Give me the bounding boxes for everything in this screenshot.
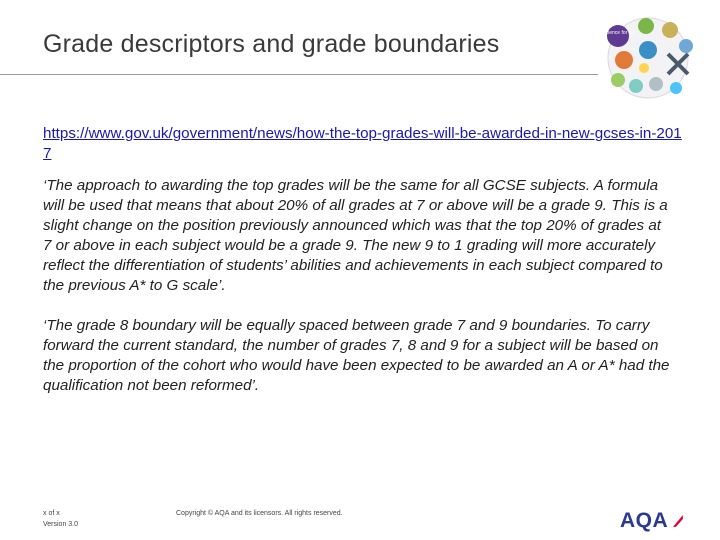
version-label: Version 3.0 — [43, 521, 79, 528]
science-collage-badge-icon — [596, 14, 700, 102]
badge-label: Science for all — [602, 30, 634, 36]
quote-paragraph-1: ‘The approach to awarding the top grades will be the same for all GCSE subjects. A formula will be used that means that about 20% of all grades at 7 or above will be a grade 9. This is a slight change on the position previously announced which was that the top 20% of grades at 7 or above in each subject would be a grade 9. The new 9 to 1 grading will more accurately reflect the differentiation of students’ abilities and achievements in each subject compared to the previous A* to G scale’. — [43, 177, 668, 294]
aqa-logo — [620, 510, 684, 532]
source-link[interactable]: https://www.gov.uk/government/news/how-the-top-grades-will-be-awarded-in-new-gcses-in-2017 — [43, 125, 682, 162]
title-divider — [0, 74, 598, 75]
slide-title: Grade descriptors and grade boundaries — [43, 30, 500, 58]
slide-body — [43, 124, 683, 416]
copyright-notice: Copyright © AQA and its licensors. All rights reserved. — [176, 510, 343, 517]
science-for-all-badge — [596, 14, 700, 102]
aqa-logo-text: AQA — [620, 509, 669, 532]
footer-page-info — [43, 508, 78, 530]
quote-paragraph-2: ‘The grade 8 boundary will be equally spaced between grade 7 and 9 boundaries. To carry forward the current standard, the number of grades 7, 8 and 9 for a subject will be based on the proportion of the cohort who would have been expected to be awarded an A or A* had the qualification not been reformed’. — [43, 317, 670, 394]
aqa-accent-icon — [672, 513, 684, 529]
page-number: x of x — [43, 510, 60, 517]
